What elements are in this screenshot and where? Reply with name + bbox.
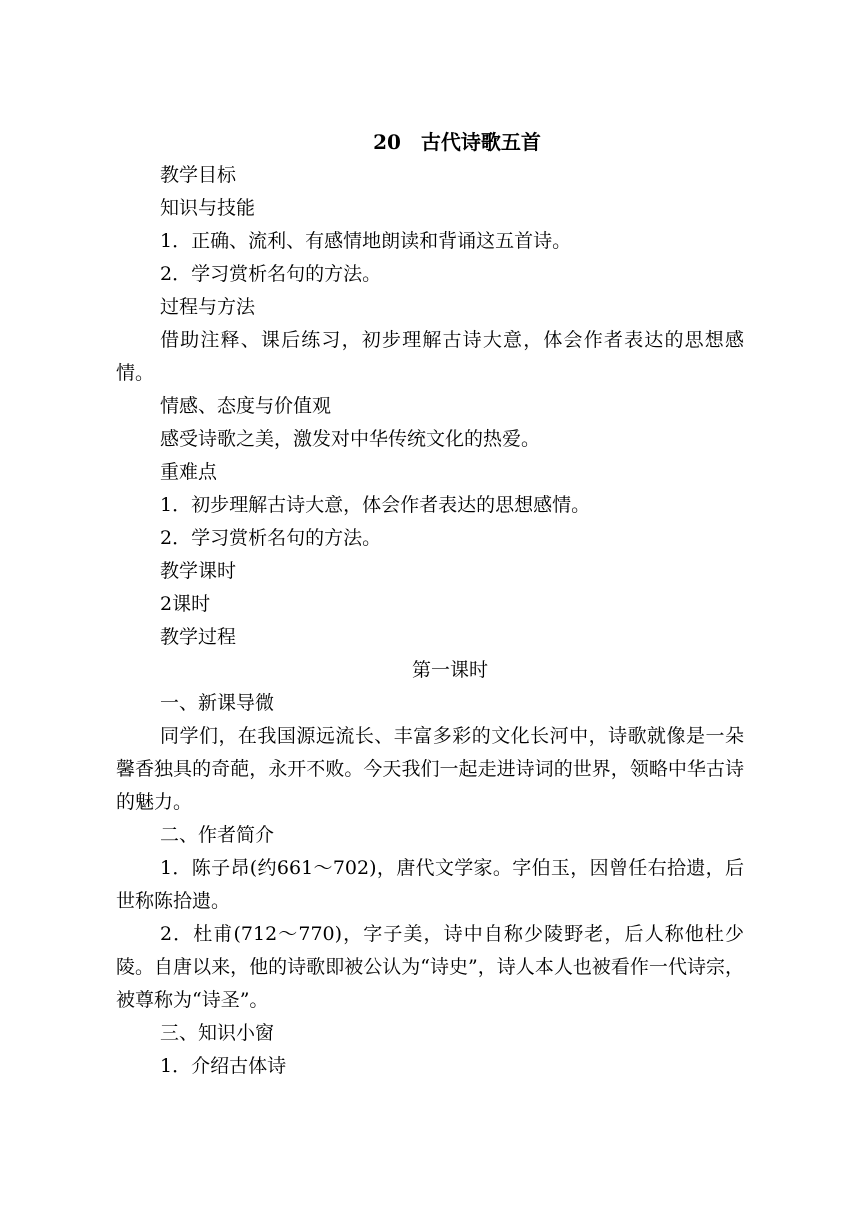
- difficulty-item-2: 2．学习赏析名句的方法。: [160, 527, 382, 549]
- goal-item-1: 1．正确、流利、有感情地朗读和背诵这五首诗。: [160, 230, 572, 252]
- heading-teaching-process: 教学过程: [160, 626, 237, 648]
- heading-key-difficulties: 重难点: [160, 461, 218, 483]
- heading-intro: 一、新课导微: [160, 692, 275, 714]
- author-item-1: 1．陈子昂(约661～702)，唐代文学家。字伯玉，因曾任右拾遗，后世称陈拾遗。: [116, 857, 744, 912]
- class-hours-value: 2课时: [160, 593, 211, 615]
- subheading-emotion-values: 情感、态度与价值观: [160, 395, 332, 417]
- author-item-2: 2．杜甫(712～770)，字子美，诗中自称少陵野老，后人称他杜少陵。自唐以来，他的诗歌即被公认为“诗史”，诗人本人也被看作一代诗宗，被尊称为“诗圣”。: [116, 923, 744, 1011]
- knowledge-item-1: 1．介绍古体诗: [160, 1055, 287, 1077]
- heading-knowledge-window: 三、知识小窗: [160, 1022, 275, 1044]
- lesson-title: 20 古代诗歌五首: [373, 130, 541, 154]
- subheading-knowledge-skills: 知识与技能: [160, 197, 256, 219]
- heading-author-intro: 二、作者简介: [160, 824, 275, 846]
- heading-class-hours: 教学课时: [160, 560, 237, 582]
- subheading-process-methods: 过程与方法: [160, 296, 256, 318]
- process-paragraph: 借助注释、课后练习，初步理解古诗大意，体会作者表达的思想感情。: [116, 329, 744, 384]
- heading-teaching-goals: 教学目标: [160, 164, 237, 186]
- emotion-paragraph: 感受诗歌之美，激发对中华传统文化的热爱。: [160, 428, 541, 450]
- difficulty-item-1: 1．初步理解古诗大意，体会作者表达的思想感情。: [160, 494, 591, 516]
- section-first-lesson: 第一课时: [411, 659, 488, 681]
- goal-item-2: 2．学习赏析名句的方法。: [160, 263, 382, 285]
- intro-paragraph: 同学们，在我国源远流长、丰富多彩的文化长河中，诗歌就像是一朵馨香独具的奇葩，永开不败。今天我们一起走进诗词的世界，领略中华古诗的魅力。: [116, 725, 744, 813]
- document-body: [116, 126, 744, 1083]
